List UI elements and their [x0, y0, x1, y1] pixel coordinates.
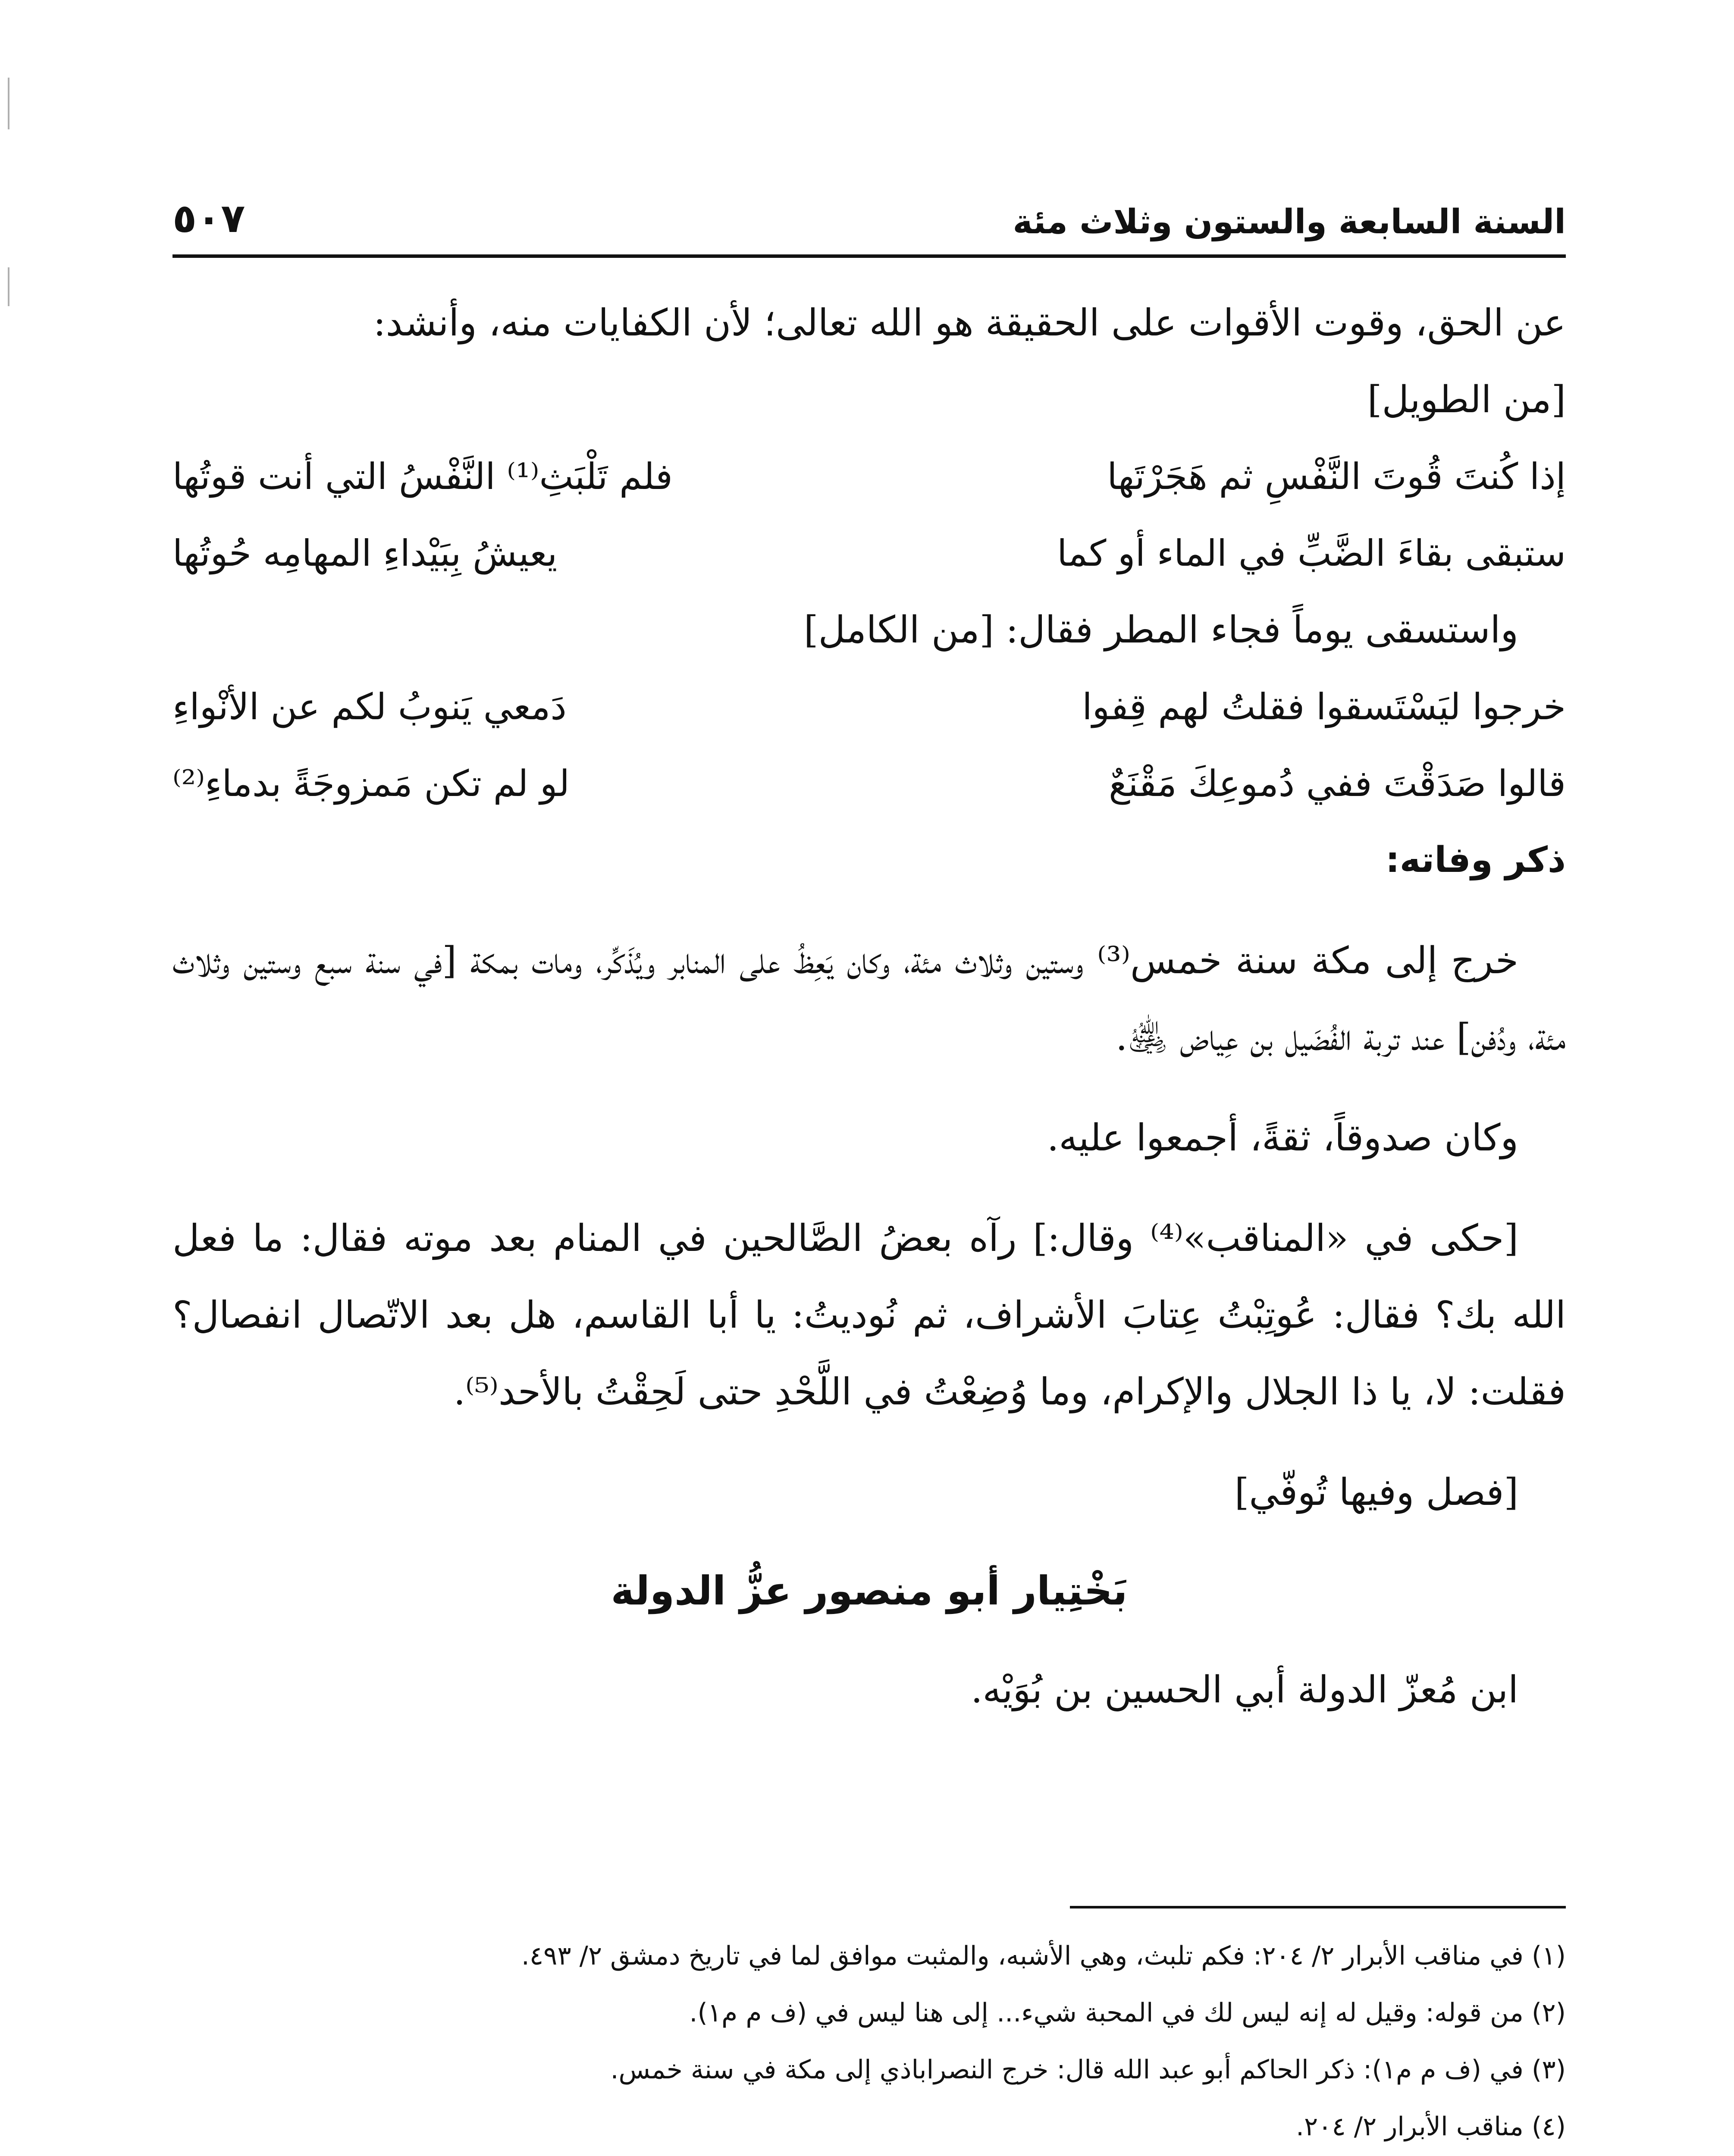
- verse-second-hemistich: لو لم تكن مَمزوجَةً بدماءِ⁽²⁾: [172, 762, 570, 805]
- page-header: [172, 177, 1566, 258]
- poem-verse: [172, 745, 1566, 822]
- footnote: (٤) مناقب الأبرار ٢/ ٢٠٤.: [1295, 2112, 1566, 2142]
- scan-margin-mark: [8, 78, 9, 129]
- footnote: (٣) في (ف م م١): ذكر الحاكم أبو عبد الله قال: خرج النصراباذي إلى مكة في سنة خمس.: [610, 2055, 1566, 2085]
- verse-first-hemistich: خرجوا ليَسْتَسقوا فقلتُ لهم قِفوا: [1082, 686, 1566, 728]
- death-section-heading: ذكر وفاته:: [1385, 840, 1566, 881]
- poem-meter-label: [من الطويل]: [1367, 378, 1566, 421]
- verse-first-hemistich: قالوا صَدَقْتَ ففي دُموعِكَ مَقْنَعٌ: [1109, 762, 1566, 805]
- verse-second-hemistich: فلم تَلْبَثِ⁽¹⁾ النَّفْسُ التي أنت قوتُها: [172, 455, 673, 498]
- verse-second-hemistich: دَمعي يَنوبُ لكم عن الأنْواءِ: [172, 686, 567, 728]
- footnote: (٢) من قوله: وقيل له إنه ليس لك في المحبة شيء... إلى هنا ليس في (ف م م١).: [689, 1998, 1566, 2028]
- rain-line: واستسقى يوماً فجاء المطر فقال: [من الكامل]: [804, 608, 1518, 652]
- footnotes: [172, 1927, 1566, 2156]
- verse-second-hemistich: يعيشُ بِبَيْداءِ المهامِه حُوتُها: [172, 532, 558, 574]
- intro-line: عن الحق، وقوت الأقوات على الحقيقة هو الله تعالى؛ لأن الكفايات منه، وأنشد:: [373, 301, 1566, 345]
- poem-verse: [172, 438, 1566, 515]
- running-title: السنة السابعة والستون وثلاث مئة: [1013, 203, 1566, 241]
- verse-first-hemistich: إذا كُنتَ قُوتَ النَّفْسِ ثم هَجَرْتَها: [1107, 455, 1566, 498]
- biography-line: ابن مُعزّ الدولة أبي الحسين بن بُوَيْه.: [971, 1668, 1518, 1711]
- poem-verse: [172, 668, 1566, 745]
- footnote: (١) في مناقب الأبرار ٢/ ٢٠٤: فكم تلبث، وهي الأشبه، والمثبت موافق لما في تاريخ دمشق ٢/ ٤٩٣.: [521, 1941, 1566, 1971]
- death-paragraph: خرج إلى مكة سنة خمس⁽³⁾ وستين وثلاث مئة، وكان يَعِظُ على المنابر ويُذَكِّر، ومات بمكة [في سنة سبع وستين وثلاث مئة، ودُفن] عند تربة الفُضَيل بن عِياض ﵁.: [172, 939, 1566, 1059]
- scan-margin-mark: [8, 267, 9, 306]
- dream-paragraph: [حكى في «المناقب»⁽⁴⁾ وقال:] رآه بعضُ الصَّالحين في المنام بعد موته فقال: ما فعل الله بك؟ فقال: عُوتِبْتُ عِتابَ الأشراف، ثم نُوديتُ: يا أبا القاسم، هل بعد الاتّصال انفصال؟ فقلت: لا، يا ذا الجلال والإكرام، وما وُضِعْتُ في اللَّحْدِ حتى لَحِقْتُ بالأحد⁽⁵⁾.: [172, 1217, 1566, 1413]
- trust-paragraph: وكان صدوقاً، ثقةً، أجمعوا عليه.: [1047, 1116, 1518, 1159]
- main-text: [172, 285, 1566, 1728]
- page-number: ٥٠٧: [172, 195, 245, 241]
- footnote-divider: [1070, 1906, 1566, 1908]
- biography-heading: بَخْتِيار أبو منصور عزُّ الدولة: [611, 1568, 1128, 1614]
- poem-verse: [172, 515, 1566, 592]
- chapter-marker: [فصل وفيها تُوفّي]: [1234, 1471, 1518, 1514]
- verse-first-hemistich: ستبقى بقاءَ الضَّبِّ في الماء أو كما: [1057, 532, 1566, 574]
